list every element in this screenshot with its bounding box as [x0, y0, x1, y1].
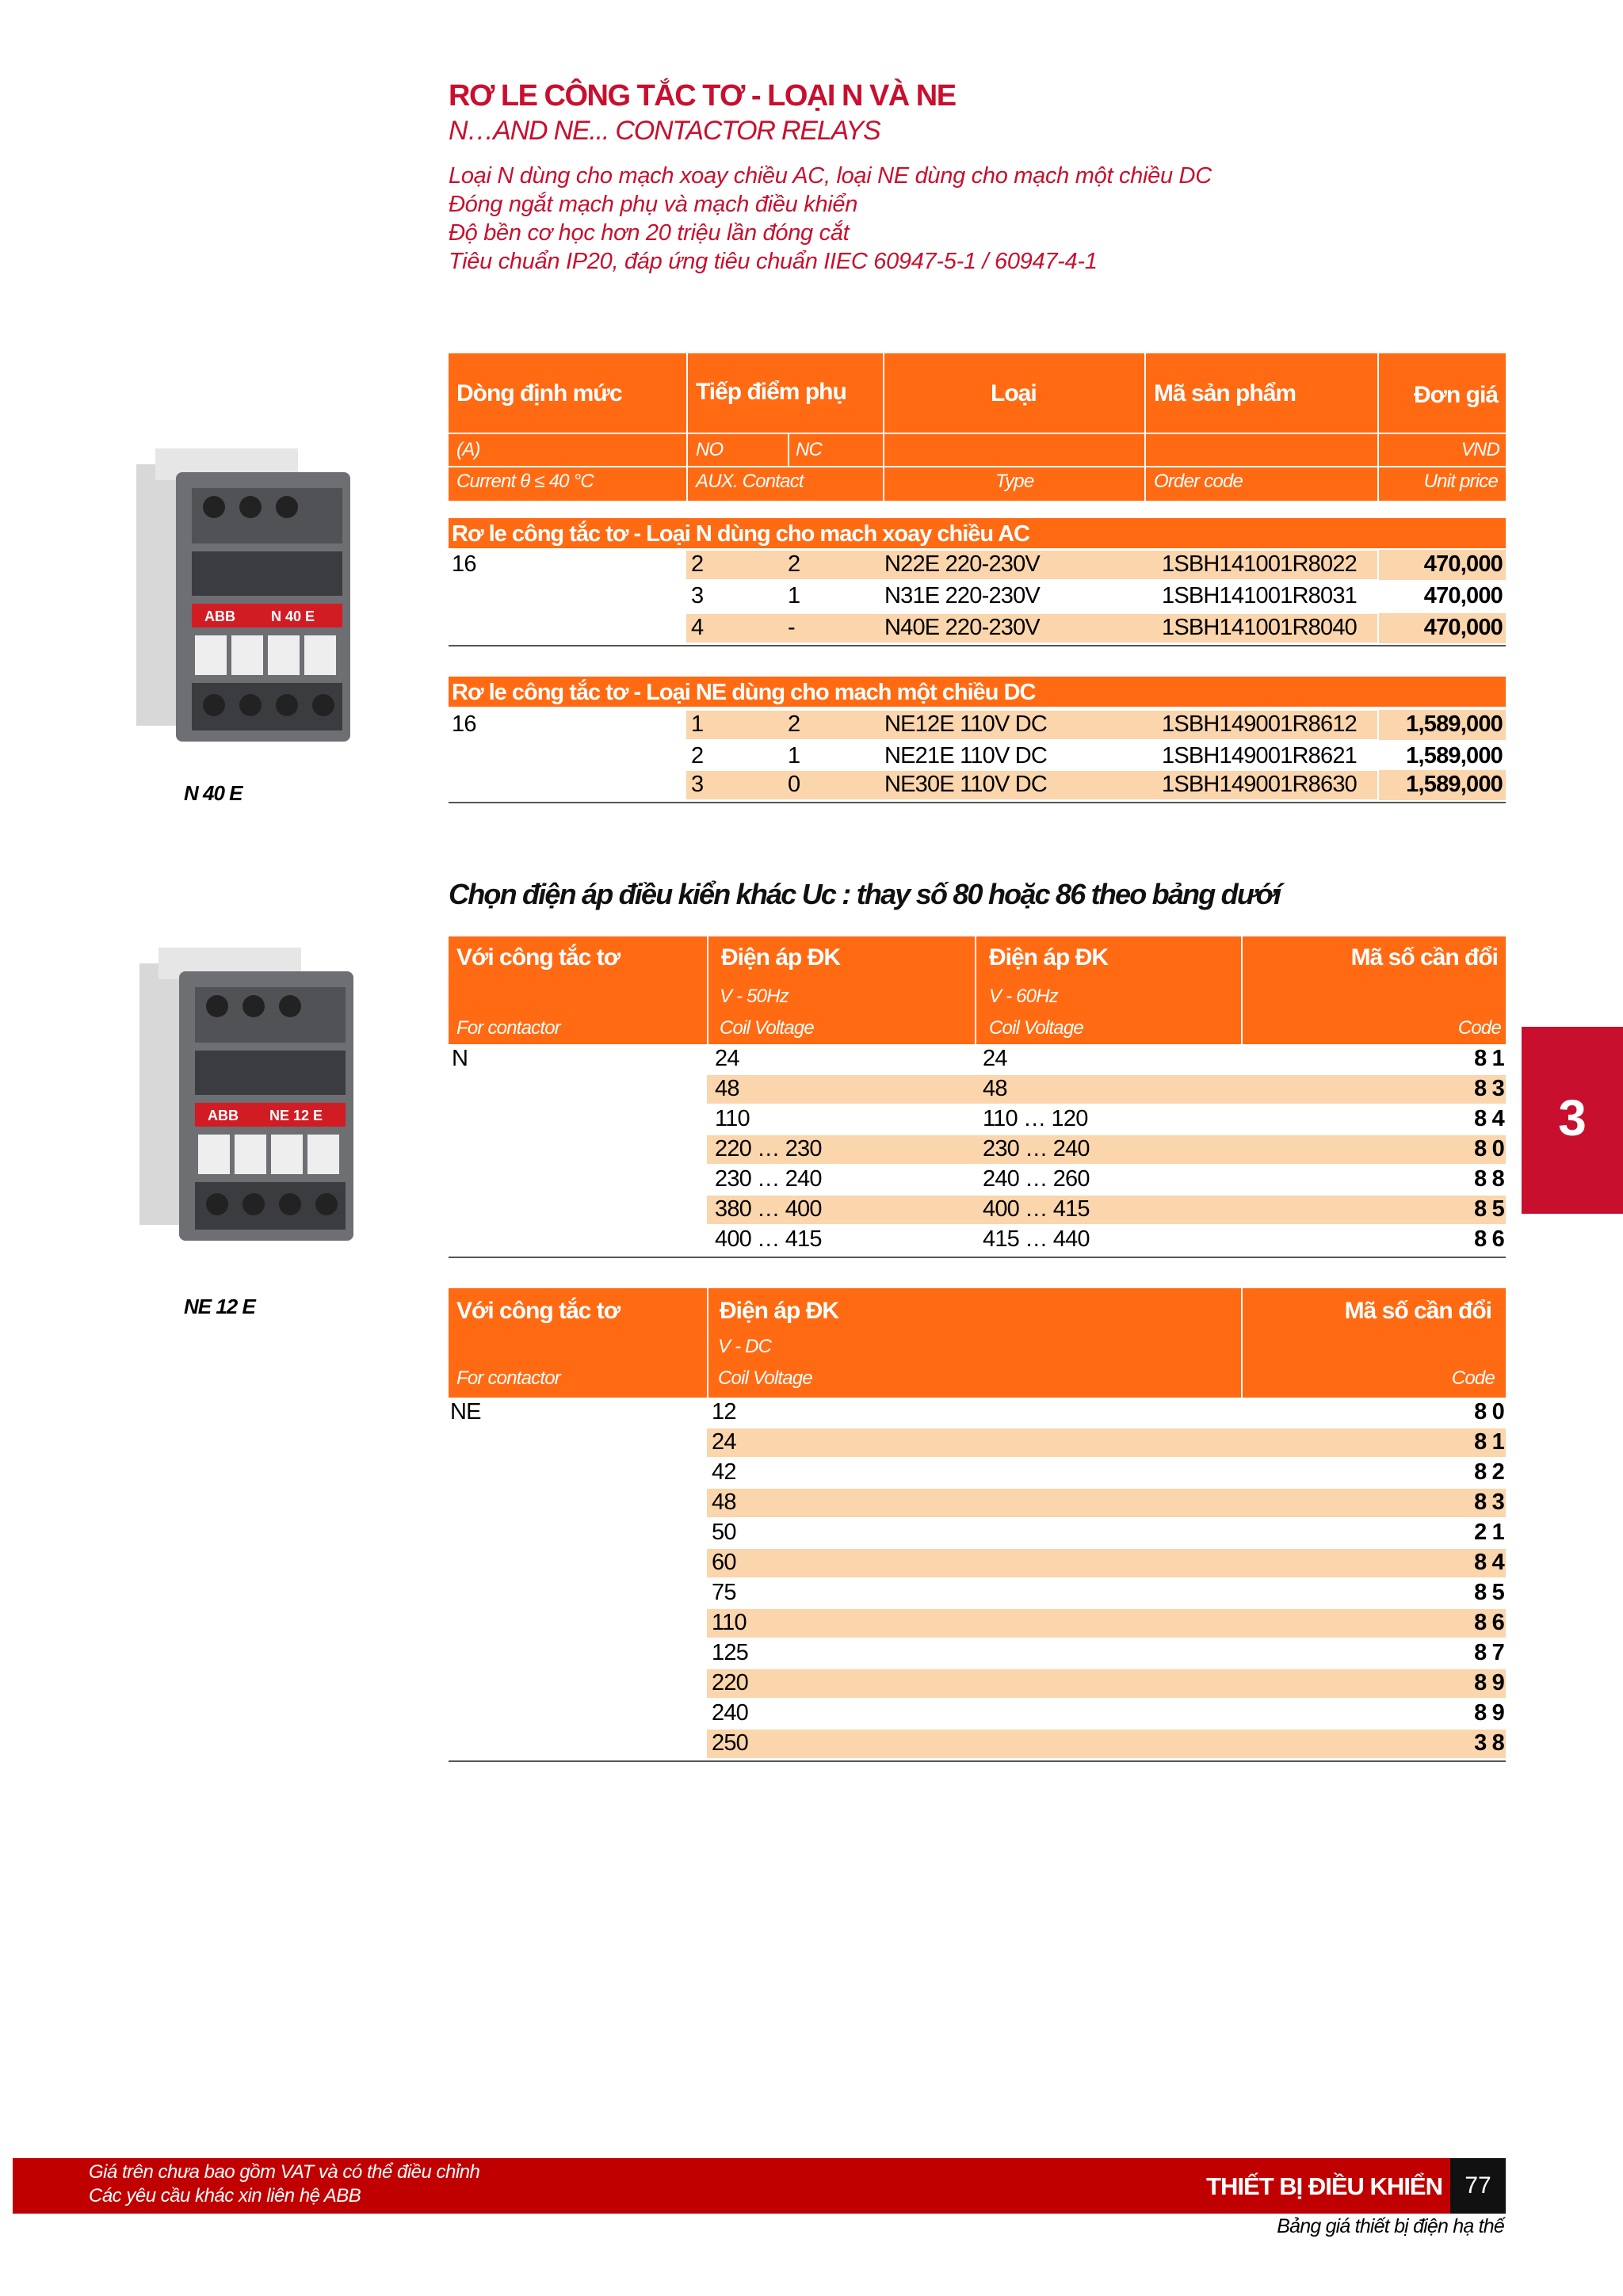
- photo-brand-label: ABB: [204, 608, 235, 624]
- sub-code: Code: [1451, 1367, 1495, 1389]
- table-row: [449, 1428, 1506, 1458]
- cell-order-code: 1SBH141001R8040: [1162, 615, 1357, 640]
- header-voltage-60hz: Điện áp ĐK: [989, 944, 1109, 971]
- description-line: Tiêu chuẩn IP20, đáp ứng tiêu chuẩn IIEC 60947-5-1 / 60947-4-1: [449, 249, 1098, 274]
- sub-aux-contact: AUX. Contact: [696, 471, 804, 492]
- chapter-number: 3: [1558, 1089, 1587, 1146]
- header-unit-price: Đơn giá: [1414, 382, 1498, 408]
- table-row: [449, 1608, 1506, 1638]
- cell-no: 2: [691, 743, 704, 769]
- cell-voltage-dc: 12: [712, 1399, 736, 1425]
- sub-current-condition: Current θ ≤ 40 °C: [456, 471, 594, 492]
- sub-code: Code: [1457, 1017, 1501, 1039]
- cell-voltage-50hz: 24: [715, 1046, 739, 1071]
- description-line: Độ bền cơ học hơn 20 triệu lần đóng cắt: [449, 220, 850, 246]
- cell-code: 8 0: [1474, 1136, 1504, 1161]
- cell-contactor: N: [452, 1046, 468, 1071]
- cell-no: 3: [691, 583, 704, 608]
- cell-nc: 0: [788, 772, 800, 797]
- ac-coil-table: [449, 936, 1506, 1253]
- cell-price: 470,000: [1423, 615, 1503, 640]
- cell-voltage-60hz: 24: [983, 1046, 1007, 1071]
- footer-section-name: THIẾT BỊ ĐIỀU KHIỂN: [1206, 2172, 1442, 2200]
- chapter-tab: [1522, 1027, 1623, 1214]
- header-order-code: Mã sản phẩm: [1154, 380, 1296, 406]
- page-number: 77: [1450, 2158, 1506, 2214]
- product-table: [449, 353, 1506, 807]
- cell-order-code: 1SBH141001R8031: [1162, 583, 1357, 608]
- cell-voltage-60hz: 415 … 440: [983, 1226, 1090, 1252]
- cell-voltage-dc: 220: [712, 1670, 748, 1695]
- description-line: Đóng ngắt mạch phụ và mạch điều khiển: [449, 192, 858, 217]
- header-voltage-50hz: Điện áp ĐK: [721, 944, 841, 971]
- section-ac-label: Rơ le công tắc tơ - Loại N dùng cho mach xoay chiều AC: [452, 521, 1029, 547]
- cell-voltage-50hz: 380 … 400: [715, 1196, 822, 1222]
- table-row: [449, 1165, 1506, 1195]
- table-row: [449, 710, 1506, 740]
- header-contactor: Với công tắc tơ: [456, 1298, 621, 1324]
- cell-code: 3 8: [1474, 1730, 1504, 1756]
- sub-unit-price: Unit price: [1423, 471, 1498, 492]
- table-row: [449, 742, 1506, 772]
- cell-code: 8 0: [1474, 1399, 1504, 1425]
- cell-price: 470,000: [1423, 583, 1503, 608]
- cell-no: 1: [691, 711, 704, 737]
- section-dc-label: Rơ le công tắc tơ - Loại NE dùng cho mach một chiều DC: [452, 680, 1036, 705]
- cell-nc: 1: [788, 583, 800, 608]
- cell-voltage-60hz: 110 … 120: [983, 1106, 1088, 1131]
- cell-voltage-dc: 42: [712, 1459, 736, 1485]
- cell-code: 2 1: [1474, 1520, 1504, 1545]
- header-aux-contact: Tiếp điểm phụ: [696, 379, 846, 405]
- cell-no: 2: [691, 551, 704, 577]
- photo-caption: N 40 E: [184, 781, 242, 805]
- sub-vnd: VND: [1461, 439, 1499, 460]
- cell-voltage-60hz: 48: [983, 1076, 1007, 1101]
- cell-order-code: 1SBH149001R8612: [1162, 711, 1357, 737]
- cell-contactor: NE: [450, 1399, 481, 1425]
- sub-for-contactor: For contactor: [456, 1017, 560, 1039]
- table-row: [449, 1669, 1506, 1699]
- cell-voltage-60hz: 230 … 240: [983, 1136, 1090, 1161]
- cell-code: 8 9: [1474, 1670, 1504, 1695]
- page-title: RƠ LE CÔNG TẮC TƠ - LOẠI N VÀ NE: [449, 79, 956, 113]
- sub-60hz: V - 60Hz: [989, 986, 1058, 1007]
- sub-nc: NC: [796, 439, 823, 460]
- sub-type: Type: [995, 471, 1034, 492]
- cell-nc: -: [788, 615, 795, 640]
- table-row: [449, 1729, 1506, 1759]
- cell-voltage-50hz: 110: [715, 1106, 750, 1131]
- cell-voltage-dc: 24: [712, 1429, 736, 1455]
- table-row: [449, 1458, 1506, 1488]
- table-row: [449, 1518, 1506, 1548]
- page-subtitle: N…AND NE... CONTACTOR RELAYS: [449, 116, 880, 146]
- cell-price: 1,589,000: [1406, 743, 1503, 769]
- dc-coil-table: [449, 1288, 1506, 1764]
- cell-price: 1,589,000: [1406, 772, 1503, 797]
- section-ac: [449, 518, 1506, 548]
- description-line: Loại N dùng cho mạch xoay chiều AC, loại NE dùng cho mạch một chiều DC: [449, 163, 1212, 189]
- header-contactor: Với công tắc tơ: [456, 944, 621, 971]
- cell-code: 8 4: [1474, 1106, 1504, 1131]
- cell-order-code: 1SBH141001R8022: [1162, 551, 1357, 577]
- section-dc: [449, 677, 1506, 707]
- cell-type: NE12E 110V DC: [884, 711, 1048, 737]
- cell-voltage-50hz: 400 … 415: [715, 1226, 822, 1252]
- cell-rated: 16: [452, 551, 476, 577]
- cell-voltage-50hz: 220 … 230: [715, 1136, 822, 1161]
- header-voltage-dc: Điện áp ĐK: [720, 1298, 839, 1324]
- sub-coil-voltage: Coil Voltage: [989, 1017, 1083, 1039]
- table-row: [449, 1225, 1506, 1255]
- cell-code: 8 7: [1474, 1640, 1504, 1665]
- cell-order-code: 1SBH149001R8630: [1162, 772, 1357, 797]
- sub-coil-voltage: Coil Voltage: [718, 1367, 812, 1389]
- table-row: [449, 1135, 1506, 1165]
- sub-50hz: V - 50Hz: [720, 986, 789, 1007]
- cell-voltage-50hz: 230 … 240: [715, 1166, 822, 1192]
- header-code: Mã số cần đổi: [1344, 1298, 1491, 1324]
- table-row: [449, 770, 1506, 800]
- cell-code: 8 4: [1474, 1550, 1504, 1575]
- photo-brand-label: ABB: [208, 1108, 239, 1123]
- table-row: [449, 613, 1506, 643]
- sub-for-contactor: For contactor: [456, 1367, 560, 1389]
- cell-voltage-dc: 50: [712, 1520, 736, 1545]
- table-header: [449, 353, 1506, 501]
- table-row: [449, 1104, 1506, 1135]
- table-row: [449, 1488, 1506, 1518]
- cell-voltage-dc: 110: [712, 1610, 747, 1635]
- cell-type: NE21E 110V DC: [884, 743, 1048, 769]
- cell-code: 8 2: [1474, 1459, 1504, 1485]
- photo-model-label: N 40 E: [271, 608, 315, 624]
- sub-unit-a: (A): [456, 439, 480, 460]
- photo-model-label: NE 12 E: [269, 1108, 323, 1123]
- cell-code: 8 9: [1474, 1700, 1504, 1726]
- table-row: [449, 1578, 1506, 1608]
- product-photo-ne12e: [135, 948, 365, 1264]
- cell-code: 8 1: [1474, 1046, 1504, 1071]
- cell-voltage-dc: 250: [712, 1730, 748, 1756]
- sub-vdc: V - DC: [718, 1336, 772, 1357]
- sub-coil-voltage: Coil Voltage: [720, 1017, 814, 1039]
- cell-code: 8 3: [1474, 1489, 1504, 1515]
- header-code: Mã số cần đổi: [1350, 944, 1498, 971]
- table-row: [449, 550, 1506, 580]
- selection-title: Chọn điện áp điều kiển khác Uc : thay số 80 hoặc 86 theo bảng dướí: [449, 878, 1281, 910]
- sub-no: NO: [696, 439, 724, 460]
- cell-no: 4: [691, 615, 704, 640]
- footer-subtitle: Bảng giá thiết bị điện hạ thế: [1277, 2215, 1504, 2237]
- cell-price: 1,589,000: [1406, 711, 1503, 737]
- cell-nc: 1: [788, 743, 800, 769]
- cell-code: 8 6: [1474, 1610, 1504, 1635]
- cell-voltage-50hz: 48: [715, 1076, 739, 1101]
- cell-code: 8 5: [1474, 1196, 1504, 1222]
- cell-code: 8 5: [1474, 1580, 1504, 1605]
- cell-code: 8 6: [1474, 1226, 1504, 1252]
- cell-no: 3: [691, 772, 704, 797]
- header-type: Loại: [991, 380, 1037, 406]
- cell-price: 470,000: [1423, 551, 1503, 577]
- cell-type: NE30E 110V DC: [884, 772, 1048, 797]
- cell-voltage-60hz: 400 … 415: [983, 1196, 1090, 1222]
- cell-rated: 16: [452, 711, 476, 737]
- header-rated-current: Dòng định mức: [456, 380, 622, 406]
- cell-order-code: 1SBH149001R8621: [1162, 743, 1357, 769]
- cell-voltage-dc: 240: [712, 1700, 748, 1726]
- cell-voltage-dc: 48: [712, 1489, 736, 1515]
- cell-nc: 2: [788, 551, 800, 577]
- table-row: [449, 1638, 1506, 1669]
- table-row: [449, 1398, 1506, 1428]
- cell-code: 8 3: [1474, 1076, 1504, 1101]
- cell-voltage-dc: 75: [712, 1580, 736, 1605]
- footer-note: Giá trên chưa bao gồm VAT và có thể điều chỉnh: [89, 2161, 480, 2183]
- photo-caption: NE 12 E: [184, 1295, 255, 1318]
- cell-type: N22E 220-230V: [884, 551, 1040, 577]
- table-row: [449, 1195, 1506, 1225]
- cell-code: 8 1: [1474, 1429, 1504, 1455]
- cell-code: 8 8: [1474, 1166, 1504, 1192]
- table-row: [449, 1074, 1506, 1104]
- table-row: [449, 1044, 1506, 1074]
- cell-voltage-dc: 125: [712, 1640, 748, 1665]
- cell-voltage-dc: 60: [712, 1550, 736, 1575]
- cell-voltage-60hz: 240 … 260: [983, 1166, 1090, 1192]
- cell-type: N31E 220-230V: [884, 583, 1040, 608]
- table-row: [449, 1699, 1506, 1729]
- cell-nc: 2: [788, 711, 800, 737]
- table-row: [449, 582, 1506, 612]
- footer-bar: [13, 2158, 1506, 2214]
- product-photo-n40e: [132, 448, 361, 765]
- footer-note: Các yêu cầu khác xin liên hệ ABB: [89, 2185, 361, 2206]
- table-row: [449, 1548, 1506, 1578]
- sub-order-code: Order code: [1154, 471, 1243, 492]
- cell-type: N40E 220-230V: [884, 615, 1040, 640]
